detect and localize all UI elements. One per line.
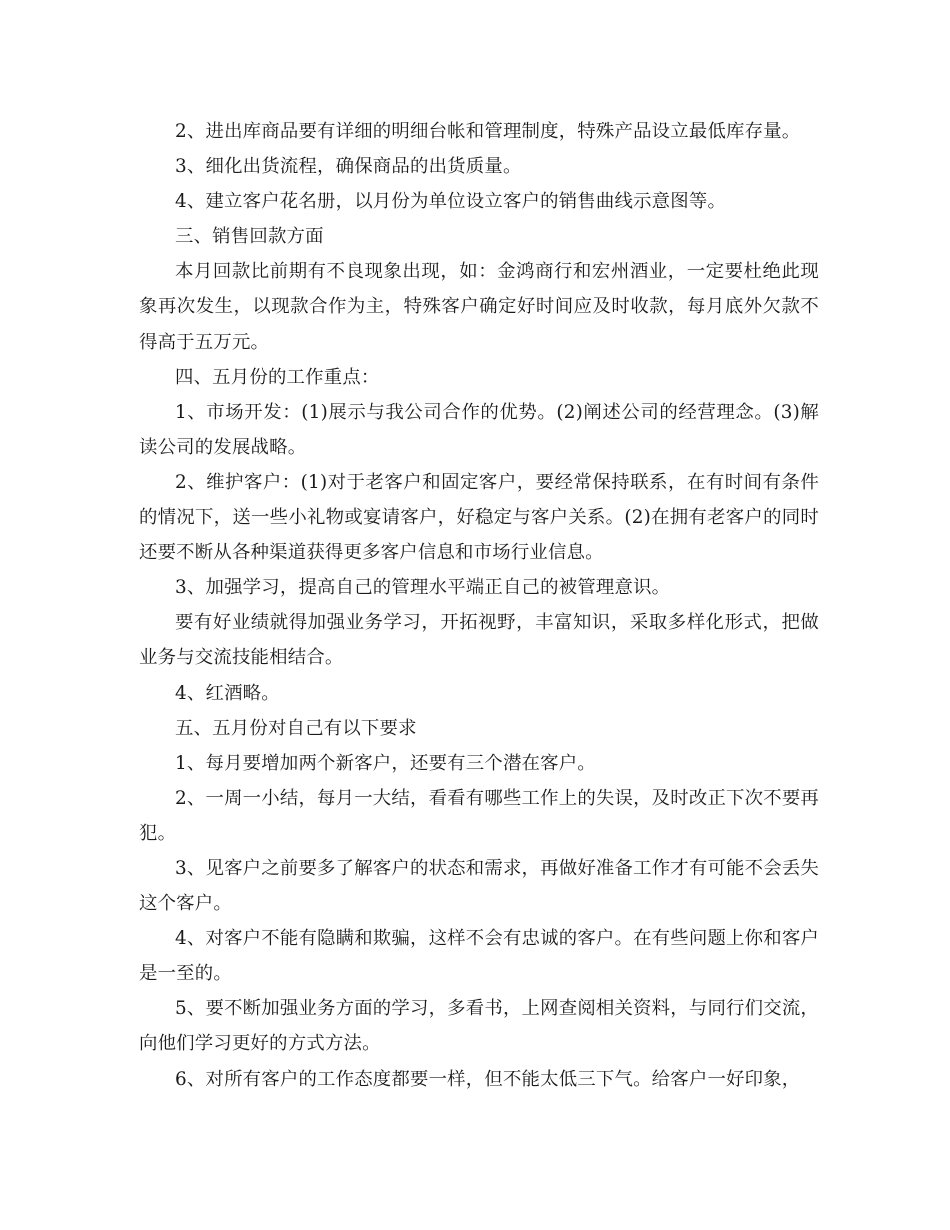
paragraph: 3、细化出货流程，确保商品的出货质量。: [175, 156, 522, 178]
paragraph: 3、加强学习，提高自己的管理水平端正自己的被管理意识。: [175, 577, 671, 599]
paragraph: 1、市场开发：(1)展示与我公司合作的优势。(2)阐述公司的经营理念。(3)解读公司的发展战略。: [139, 401, 819, 458]
paragraph: 4、对客户不能有隐瞒和欺骗，这样不会有忠诚的客户。在有些问题上你和客户是一至的。: [139, 928, 819, 985]
section-heading: 三、销售回款方面: [175, 226, 324, 248]
paragraph: 2、维护客户：(1)对于老客户和固定客户，要经常保持联系，在有时间有条件的情况下，送一些小礼物或宴请客户，好稳定与客户关系。(2)在拥有老客户的同时还要不断从各种渠道获得更多客户信息和市场行业信息。: [139, 471, 819, 564]
paragraph: 3、见客户之前要多了解客户的状态和需求，再做好准备工作才有可能不会丢失这个客户。: [139, 857, 819, 915]
section-heading: 五、五月份对自己有以下要求: [175, 717, 417, 739]
paragraph: 4、红酒略。: [175, 682, 280, 704]
paragraph: 6、对所有客户的工作态度都要一样，但不能太低三下气。给客户一好印象，: [175, 1068, 801, 1090]
paragraph: 本月回款比前期有不良现象出现，如：金鸿商行和宏州酒业，一定要杜绝此现象再次发生，以现款合作为主，特殊客户确定好时间应及时收款，每月底外欠款不得高于五万元。: [139, 261, 819, 353]
section-heading: 四、五月份的工作重点：: [175, 366, 380, 388]
paragraph: 2、一周一小结，每月一大结，看看有哪些工作上的失误，及时改正下次不要再犯。: [139, 787, 819, 844]
paragraph: 要有好业绩就得加强业务学习，开拓视野，丰富知识，采取多样化形式，把做业务与交流技能相结合。: [139, 612, 819, 669]
paragraph: 5、要不断加强业务方面的学习，多看书，上网查阅相关资料，与同行们交流，向他们学习更好的方式方法。: [139, 998, 819, 1055]
paragraph: 2、进出库商品要有详细的明细台帐和管理制度，特殊产品设立最低库存量。: [175, 121, 801, 142]
paragraph: 4、建立客户花名册，以月份为单位设立客户的销售曲线示意图等。: [175, 191, 727, 213]
document-body: [139, 114, 819, 1097]
paragraph: 1、每月要增加两个新客户，还要有三个潜在客户。: [175, 752, 596, 774]
